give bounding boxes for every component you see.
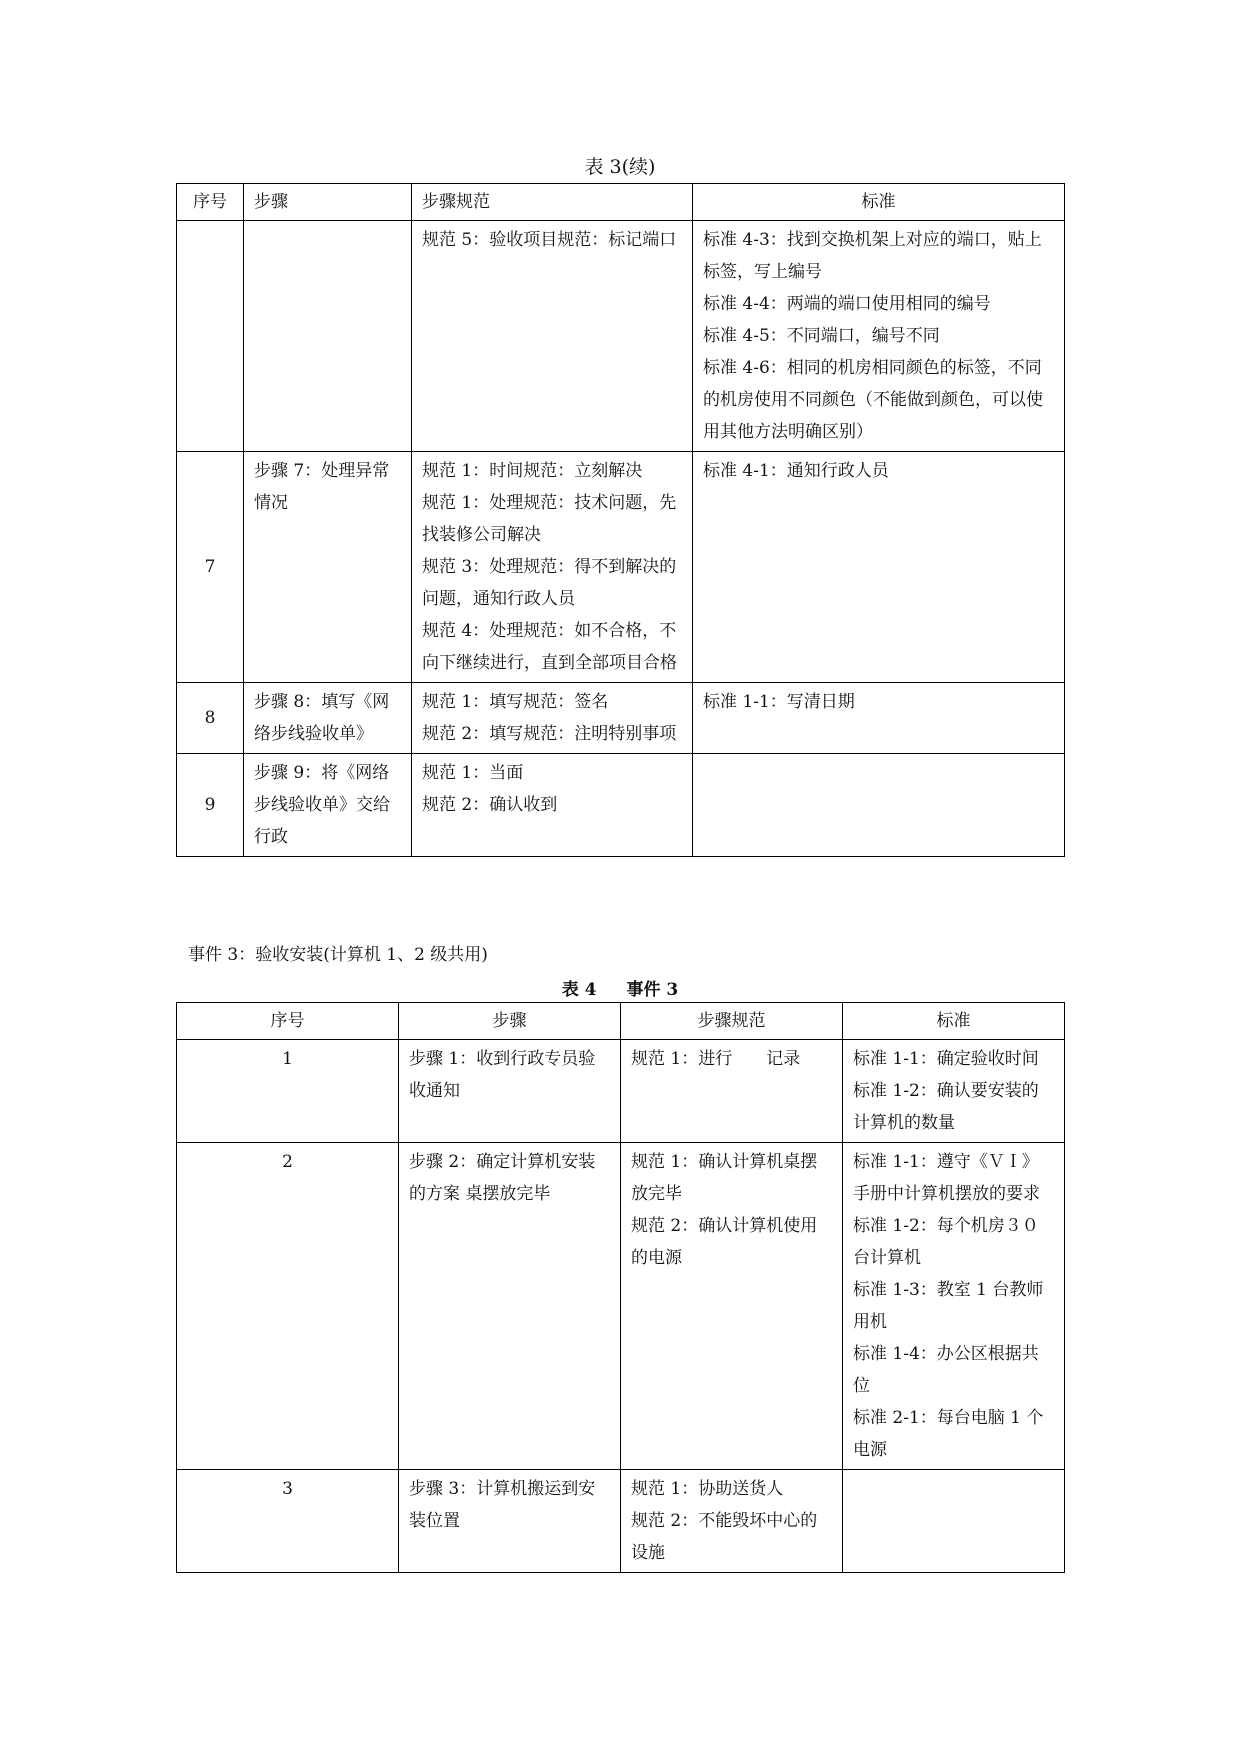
cell-line: 标准 4-5：不同端口，编号不同 xyxy=(703,326,940,346)
step-cell xyxy=(244,221,412,452)
norm-cell xyxy=(412,452,693,683)
table-row xyxy=(177,1470,1065,1573)
standard-cell xyxy=(693,683,1065,754)
table-row xyxy=(177,1040,1065,1143)
table4-body xyxy=(177,1040,1065,1573)
table-row xyxy=(177,1143,1065,1470)
cell-line: 步骤 9：将《网络步线验收单》交给行政 xyxy=(254,763,390,847)
cell-line: 规范 1：确认计算机桌摆放完毕 xyxy=(631,1152,818,1204)
step-cell xyxy=(399,1143,621,1470)
cell-line: 步骤 7：处理异常情况 xyxy=(254,461,390,513)
cell-line: 规范 1：进行 记录 xyxy=(631,1049,801,1069)
cell-line: 规范 1：当面 xyxy=(422,763,524,783)
event-heading: 事件 3：验收安装(计算机 1、2 级共用) xyxy=(188,945,488,965)
table3-caption: 表 3(续) xyxy=(584,156,656,178)
row-number: 3 xyxy=(177,1470,399,1573)
col-header-step: 步骤 xyxy=(399,1003,621,1040)
norm-cell xyxy=(621,1470,843,1573)
table-row xyxy=(177,683,1065,754)
table3-body xyxy=(177,221,1065,857)
cell-line: 标准 1-2：每个机房３０台计算机 xyxy=(853,1216,1039,1268)
col-header-norm: 步骤规范 xyxy=(412,184,693,221)
norm-cell xyxy=(412,754,693,857)
step-cell xyxy=(244,683,412,754)
col-header-no: 序号 xyxy=(177,184,244,221)
col-header-standard: 标准 xyxy=(693,184,1065,221)
table3 xyxy=(176,183,1065,857)
cell-line: 规范 5：验收项目规范：标记端口 xyxy=(422,230,677,250)
cell-line: 步骤 8：填写《网络步线验收单》 xyxy=(254,692,390,744)
table-row xyxy=(177,754,1065,857)
col-header-no: 序号 xyxy=(177,1003,399,1040)
step-cell xyxy=(244,754,412,857)
cell-line: 步骤 2：确定计算机安装的方案 桌摆放完毕 xyxy=(409,1152,596,1204)
cell-line: 标准 2-1：每台电脑 1 个电源 xyxy=(853,1408,1044,1460)
row-number: 7 xyxy=(177,452,244,683)
norm-cell xyxy=(621,1040,843,1143)
cell-line: 规范 2：填写规范：注明特别事项 xyxy=(422,724,677,744)
cell-line: 标准 4-1：通知行政人员 xyxy=(703,461,889,481)
cell-line: 标准 1-1：确定验收时间 xyxy=(853,1049,1039,1069)
col-header-step: 步骤 xyxy=(244,184,412,221)
norm-cell xyxy=(621,1143,843,1470)
cell-line: 标准 1-2：确认要安装的计算机的数量 xyxy=(853,1081,1039,1133)
cell-line: 规范 1：协助送货人 xyxy=(631,1479,784,1499)
cell-line: 标准 4-4：两端的端口使用相同的编号 xyxy=(703,294,991,314)
cell-line: 规范 1：时间规范：立刻解决 xyxy=(422,461,643,481)
cell-line: 标准 1-3：教室 1 台教师用机 xyxy=(853,1280,1044,1332)
standard-cell xyxy=(843,1470,1065,1573)
step-cell xyxy=(399,1040,621,1143)
standard-cell xyxy=(693,452,1065,683)
cell-line: 标准 4-3：找到交换机架上对应的端口，贴上标签，写上编号 xyxy=(703,230,1042,282)
table4-caption-title: 事件 3 xyxy=(626,980,679,1000)
cell-line: 步骤 3：计算机搬运到安装位置 xyxy=(409,1479,596,1531)
row-number: 8 xyxy=(177,683,244,754)
table-row xyxy=(177,221,1065,452)
table4 xyxy=(176,1002,1065,1573)
cell-line: 规范 3：处理规范：得不到解决的问题，通知行政人员 xyxy=(422,557,677,609)
step-cell xyxy=(244,452,412,683)
table-row xyxy=(177,452,1065,683)
table4-caption-number: 表 4 xyxy=(561,980,597,1000)
col-header-norm: 步骤规范 xyxy=(621,1003,843,1040)
cell-line: 规范 2：确认计算机使用的电源 xyxy=(631,1216,818,1268)
row-number: 1 xyxy=(177,1040,399,1143)
row-number xyxy=(177,221,244,452)
row-number: 2 xyxy=(177,1143,399,1470)
step-cell xyxy=(399,1470,621,1573)
norm-cell xyxy=(412,683,693,754)
standard-cell xyxy=(843,1040,1065,1143)
cell-line: 规范 4：处理规范：如不合格，不向下继续进行，直到全部项目合格 xyxy=(422,621,677,673)
cell-line: 规范 2：确认收到 xyxy=(422,795,558,815)
row-number: 9 xyxy=(177,754,244,857)
norm-cell xyxy=(412,221,693,452)
standard-cell xyxy=(693,754,1065,857)
cell-line: 规范 2：不能毁坏中心的设施 xyxy=(631,1511,818,1563)
cell-line: 步骤 1：收到行政专员验收通知 xyxy=(409,1049,596,1101)
col-header-standard: 标准 xyxy=(843,1003,1065,1040)
standard-cell xyxy=(693,221,1065,452)
standard-cell xyxy=(843,1143,1065,1470)
cell-line: 规范 1：处理规范：技术问题，先找装修公司解决 xyxy=(422,493,677,545)
cell-line: 标准 1-4：办公区根据共位 xyxy=(853,1344,1039,1396)
cell-line: 规范 1：填写规范：签名 xyxy=(422,692,609,712)
cell-line: 标准 1-1：写清日期 xyxy=(703,692,855,712)
table4-caption xyxy=(176,975,1064,1000)
cell-line: 标准 4-6：相同的机房相同颜色的标签，不同的机房使用不同颜色（不能做到颜色，可以使用其他方法明确区别） xyxy=(703,358,1043,442)
cell-line: 标准 1-1：遵守《ＶＩ》手册中计算机摆放的要求 xyxy=(853,1152,1040,1204)
